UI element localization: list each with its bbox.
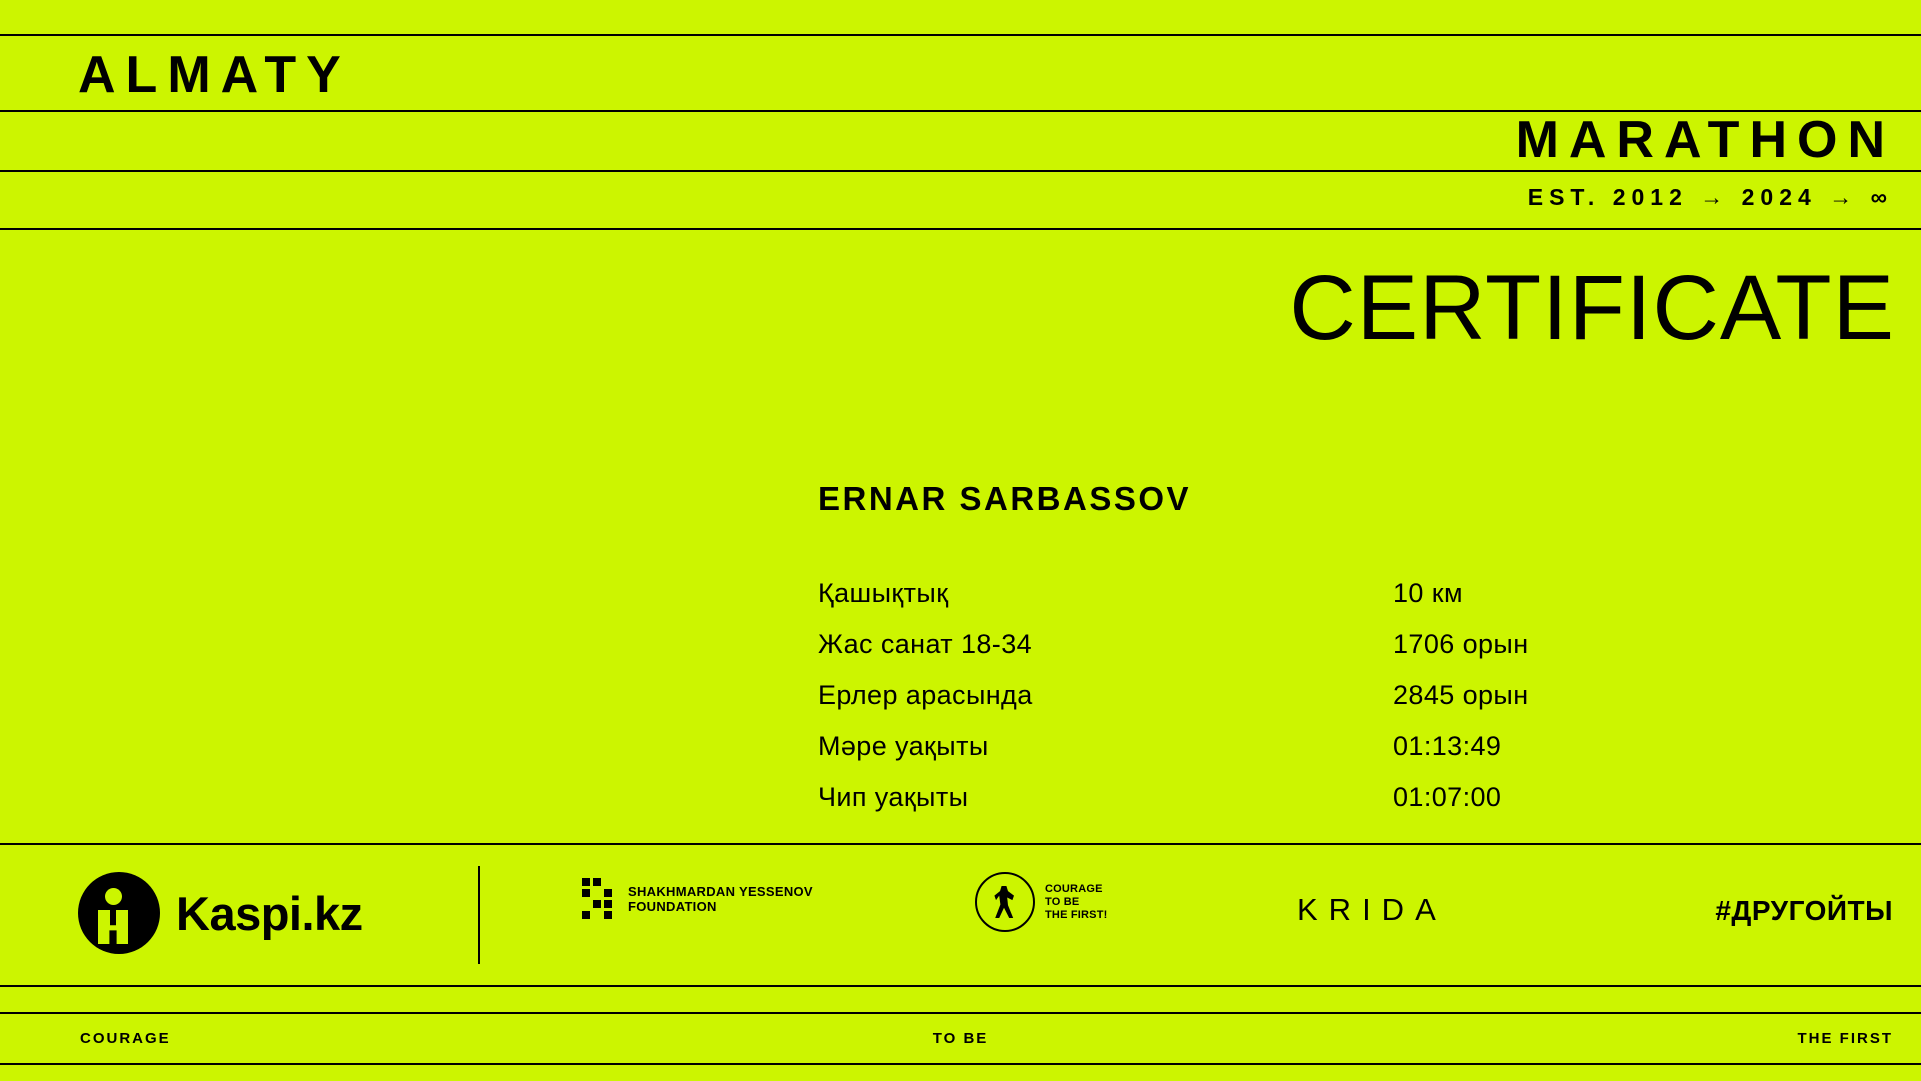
corporate-line-2: TO BE xyxy=(1045,895,1080,908)
page-title: CERTIFICATE xyxy=(1289,257,1895,359)
result-value: 1706 орын xyxy=(1393,629,1529,659)
footer-divider-bottom xyxy=(0,1063,1921,1065)
established-line: EST. 2012 → 2024 → ∞ xyxy=(1527,184,1893,210)
sponsor-yessenov-foundation xyxy=(582,878,813,920)
sponsor-vertical-divider xyxy=(478,866,480,964)
result-label: Ерлер арасында xyxy=(818,680,1033,710)
brand-marathon: MARATHON xyxy=(1515,111,1895,169)
yessenov-wordmark xyxy=(628,884,813,914)
corporate-fund-wordmark xyxy=(1045,883,1108,922)
sponsor-krida: KRIDA xyxy=(1297,892,1447,927)
result-label: Чип уақыты xyxy=(818,782,969,812)
footer-divider-top xyxy=(0,1012,1921,1014)
header-divider-3 xyxy=(0,170,1921,172)
sponsor-corporate-fund xyxy=(975,872,1108,932)
result-label: Жас санат 18-34 xyxy=(818,629,1033,659)
result-value: 10 км xyxy=(1393,578,1463,608)
sponsor-divider-top xyxy=(0,843,1921,845)
kaspi-logo-icon xyxy=(78,872,160,954)
table-row xyxy=(818,680,1628,711)
result-label: Қашықтық xyxy=(818,578,949,608)
footer-left: COURAGE xyxy=(80,1029,171,1047)
result-label: Мәре уақыты xyxy=(818,731,989,761)
result-value: 2845 орын xyxy=(1393,680,1529,710)
sponsor-divider-bottom xyxy=(0,985,1921,987)
table-row xyxy=(818,578,1628,609)
yessenov-line-1: SHAKHMARDAN YESSENOV xyxy=(628,884,813,899)
results-table xyxy=(818,578,1628,833)
footer-tagline xyxy=(0,1018,1921,1058)
table-row xyxy=(818,731,1628,762)
kaspi-wordmark: Kaspi.kz xyxy=(176,886,363,940)
recipient-name: ERNAR SARBASSOV xyxy=(818,480,1192,517)
corporate-line-1: COURAGE xyxy=(1045,882,1103,895)
yessenov-line-2: FOUNDATION xyxy=(628,899,717,914)
corporate-fund-runner-icon xyxy=(975,872,1035,932)
table-row xyxy=(818,782,1628,813)
header-divider-1 xyxy=(0,34,1921,36)
corporate-line-3: THE FIRST! xyxy=(1045,908,1108,921)
footer-center: TO BE xyxy=(932,1029,989,1047)
footer-right: THE FIRST xyxy=(1797,1029,1893,1047)
yessenov-logo-icon xyxy=(582,878,616,920)
sponsor-hashtag: #ДРУГОЙТЫ xyxy=(1715,895,1893,926)
sponsor-kaspi xyxy=(78,872,363,954)
brand-almaty: ALMATY xyxy=(78,46,351,104)
runner-glyph xyxy=(994,886,1014,918)
table-row xyxy=(818,629,1628,660)
header-divider-4 xyxy=(0,228,1921,230)
result-value: 01:07:00 xyxy=(1393,782,1502,812)
result-value: 01:13:49 xyxy=(1393,731,1502,761)
